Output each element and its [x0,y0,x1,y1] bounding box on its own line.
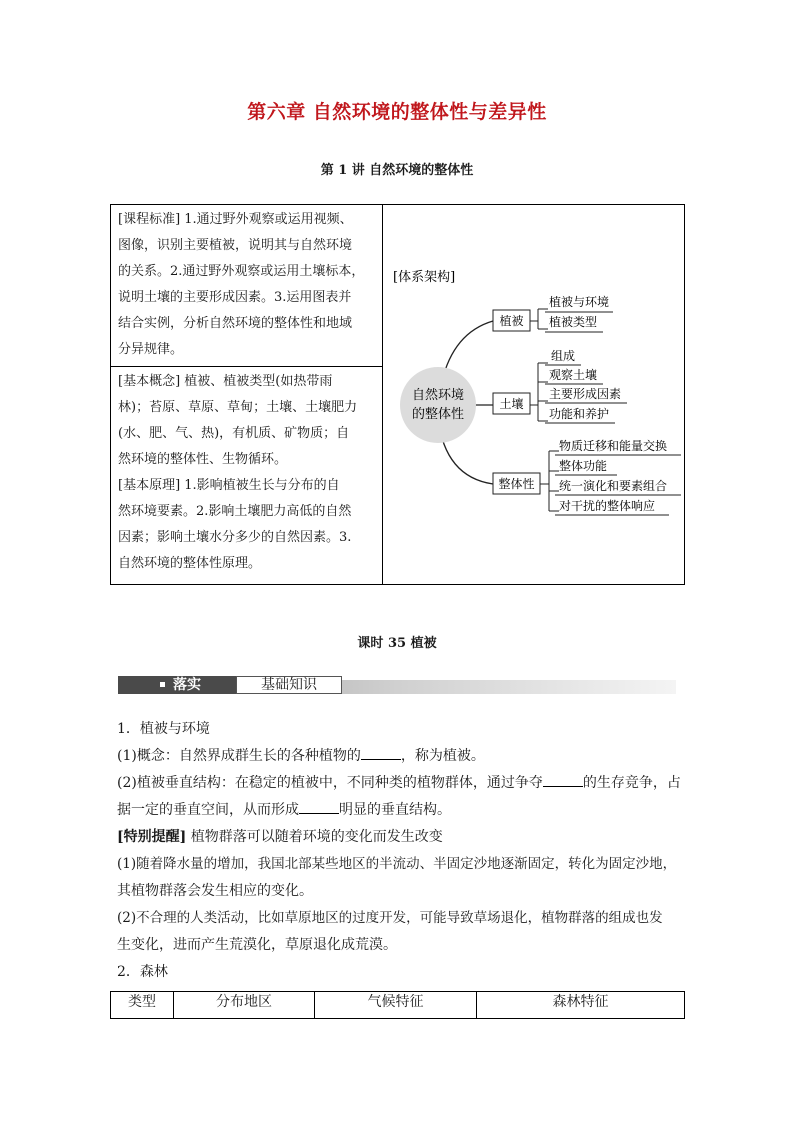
curriculum-standards-cell [111,205,382,367]
table-header-forest-features: 森林特征 [552,994,609,1010]
table-header-type: 类型 [111,992,174,1018]
branch-vegetation-label: 植被 [499,314,524,328]
standards-line: [课程标准] 1.通过野外观察或运用视频、 [118,212,353,227]
section-tag [118,676,236,694]
text: (1)概念：自然界成群生长的各种植物的 [117,748,361,764]
fill-blank [299,799,339,814]
bracket-integrity [540,451,559,511]
text: 据一定的垂直空间，从而形成 [117,802,299,818]
forest-table [110,991,685,1019]
overview-table [110,204,685,585]
tip-point-2-cont: 生变化，进而产生荒漠化，草原退化成荒漠。 [117,937,397,953]
integrity-item: 统一演化和要素组合 [559,479,668,493]
section-label: 基础知识 [236,676,342,694]
tip-label: [特别提醒] [117,829,187,845]
concepts-line: 因素；影响土壤水分多少的自然因素。3. [118,530,352,545]
center-node [400,367,476,443]
text: 明显的垂直结构。 [339,802,451,818]
square-bullet-icon [160,682,165,687]
soil-item: 观察土壤 [549,368,598,382]
standards-line: 分异规律。 [118,342,184,357]
tip-point-2: (2)不合理的人类活动，比如草原地区的过度开发，可能导致草场退化，植物群落的组成也发 [117,910,663,926]
tip-point-1: (1)随着降水量的增加，我国北部某些地区的半流动、半固定沙地逐渐固定，转化为固定沙地， [117,856,677,872]
concepts-line: 林)；苔原、草原、草甸；土壤、土壤肥力 [118,400,358,415]
bracket-soil [530,363,548,421]
section-header-bar [118,676,676,696]
fill-blank [361,745,401,760]
lesson-title: 课时 35 植被 [357,636,437,651]
text: (2)植被垂直结构：在稳定的植被中，不同种类的植物群体，通过争夺 [117,775,543,791]
concepts-line: [基本概念] 植被、植被类型(如热带雨 [118,374,333,389]
standards-line: 结合实例，分析自然环境的整体性和地域 [118,316,353,331]
vegetation-item: 植被类型 [549,315,598,329]
standards-line: 图像，识别主要植被，说明其与自然环境 [118,238,353,253]
overview-left-column [111,205,383,584]
soil-item: 主要形成因素 [549,387,622,401]
chapter-title: 第六章 自然环境的整体性与差异性 [247,101,547,123]
tip-point-1-cont: 其植物群落会发生相应的变化。 [117,883,313,899]
paragraph-vertical-structure-cont [117,797,689,824]
concepts-line: (水、肥、气、热)，有机质、矿物质；自 [118,426,350,441]
standards-line: 说明土壤的主要形成因素。3.运用图表并 [118,290,352,305]
section-tag-text: 落实 [173,677,201,693]
paragraph-concept [117,743,689,770]
integrity-item: 对干扰的整体响应 [559,499,656,513]
framework-label: [体系架构] [393,270,456,285]
integrity-item: 物质迁移和能量交换 [559,439,668,453]
paragraph-vertical-structure [117,770,689,797]
center-node-line1: 自然环境 [411,388,465,403]
framework-mind-map [383,205,685,584]
heading-forest: 2．森林 [117,964,168,980]
concepts-line: 自然环境的整体性原理。 [118,556,262,571]
concepts-line: [基本原理] 1.影响植被生长与分布的自 [118,478,340,493]
table-header-distribution: 分布地区 [174,992,315,1018]
lecture-title: 第 1 讲 自然环境的整体性 [320,163,474,178]
integrity-item: 整体功能 [559,459,608,473]
special-tip [117,824,689,851]
text: 的生存竞争，占 [582,775,681,791]
standards-line: 的关系。2.通过野外观察或运用土壤标本， [118,264,365,279]
soil-item: 组成 [551,349,576,363]
concepts-line: 然环境要素。2.影响土壤肥力高低的自然 [118,504,352,519]
fill-blank [543,772,583,787]
branch-integrity-label: 整体性 [498,477,535,491]
text: ，称为植被。 [400,748,485,764]
soil-item: 功能和养护 [549,407,610,421]
center-node-line2: 的整体性 [411,407,465,422]
basic-concepts-cell [111,367,382,584]
concepts-line: 然环境的整体性、生物循环。 [118,452,288,467]
heading-vegetation-environment: 1．植被与环境 [117,721,210,737]
branch-soil-label: 土壤 [499,397,524,411]
tip-text: 植物群落可以随着环境的变化而发生改变 [186,829,443,845]
table-header-climate: 气候特征 [315,992,477,1018]
vegetation-item: 植被与环境 [549,295,610,309]
